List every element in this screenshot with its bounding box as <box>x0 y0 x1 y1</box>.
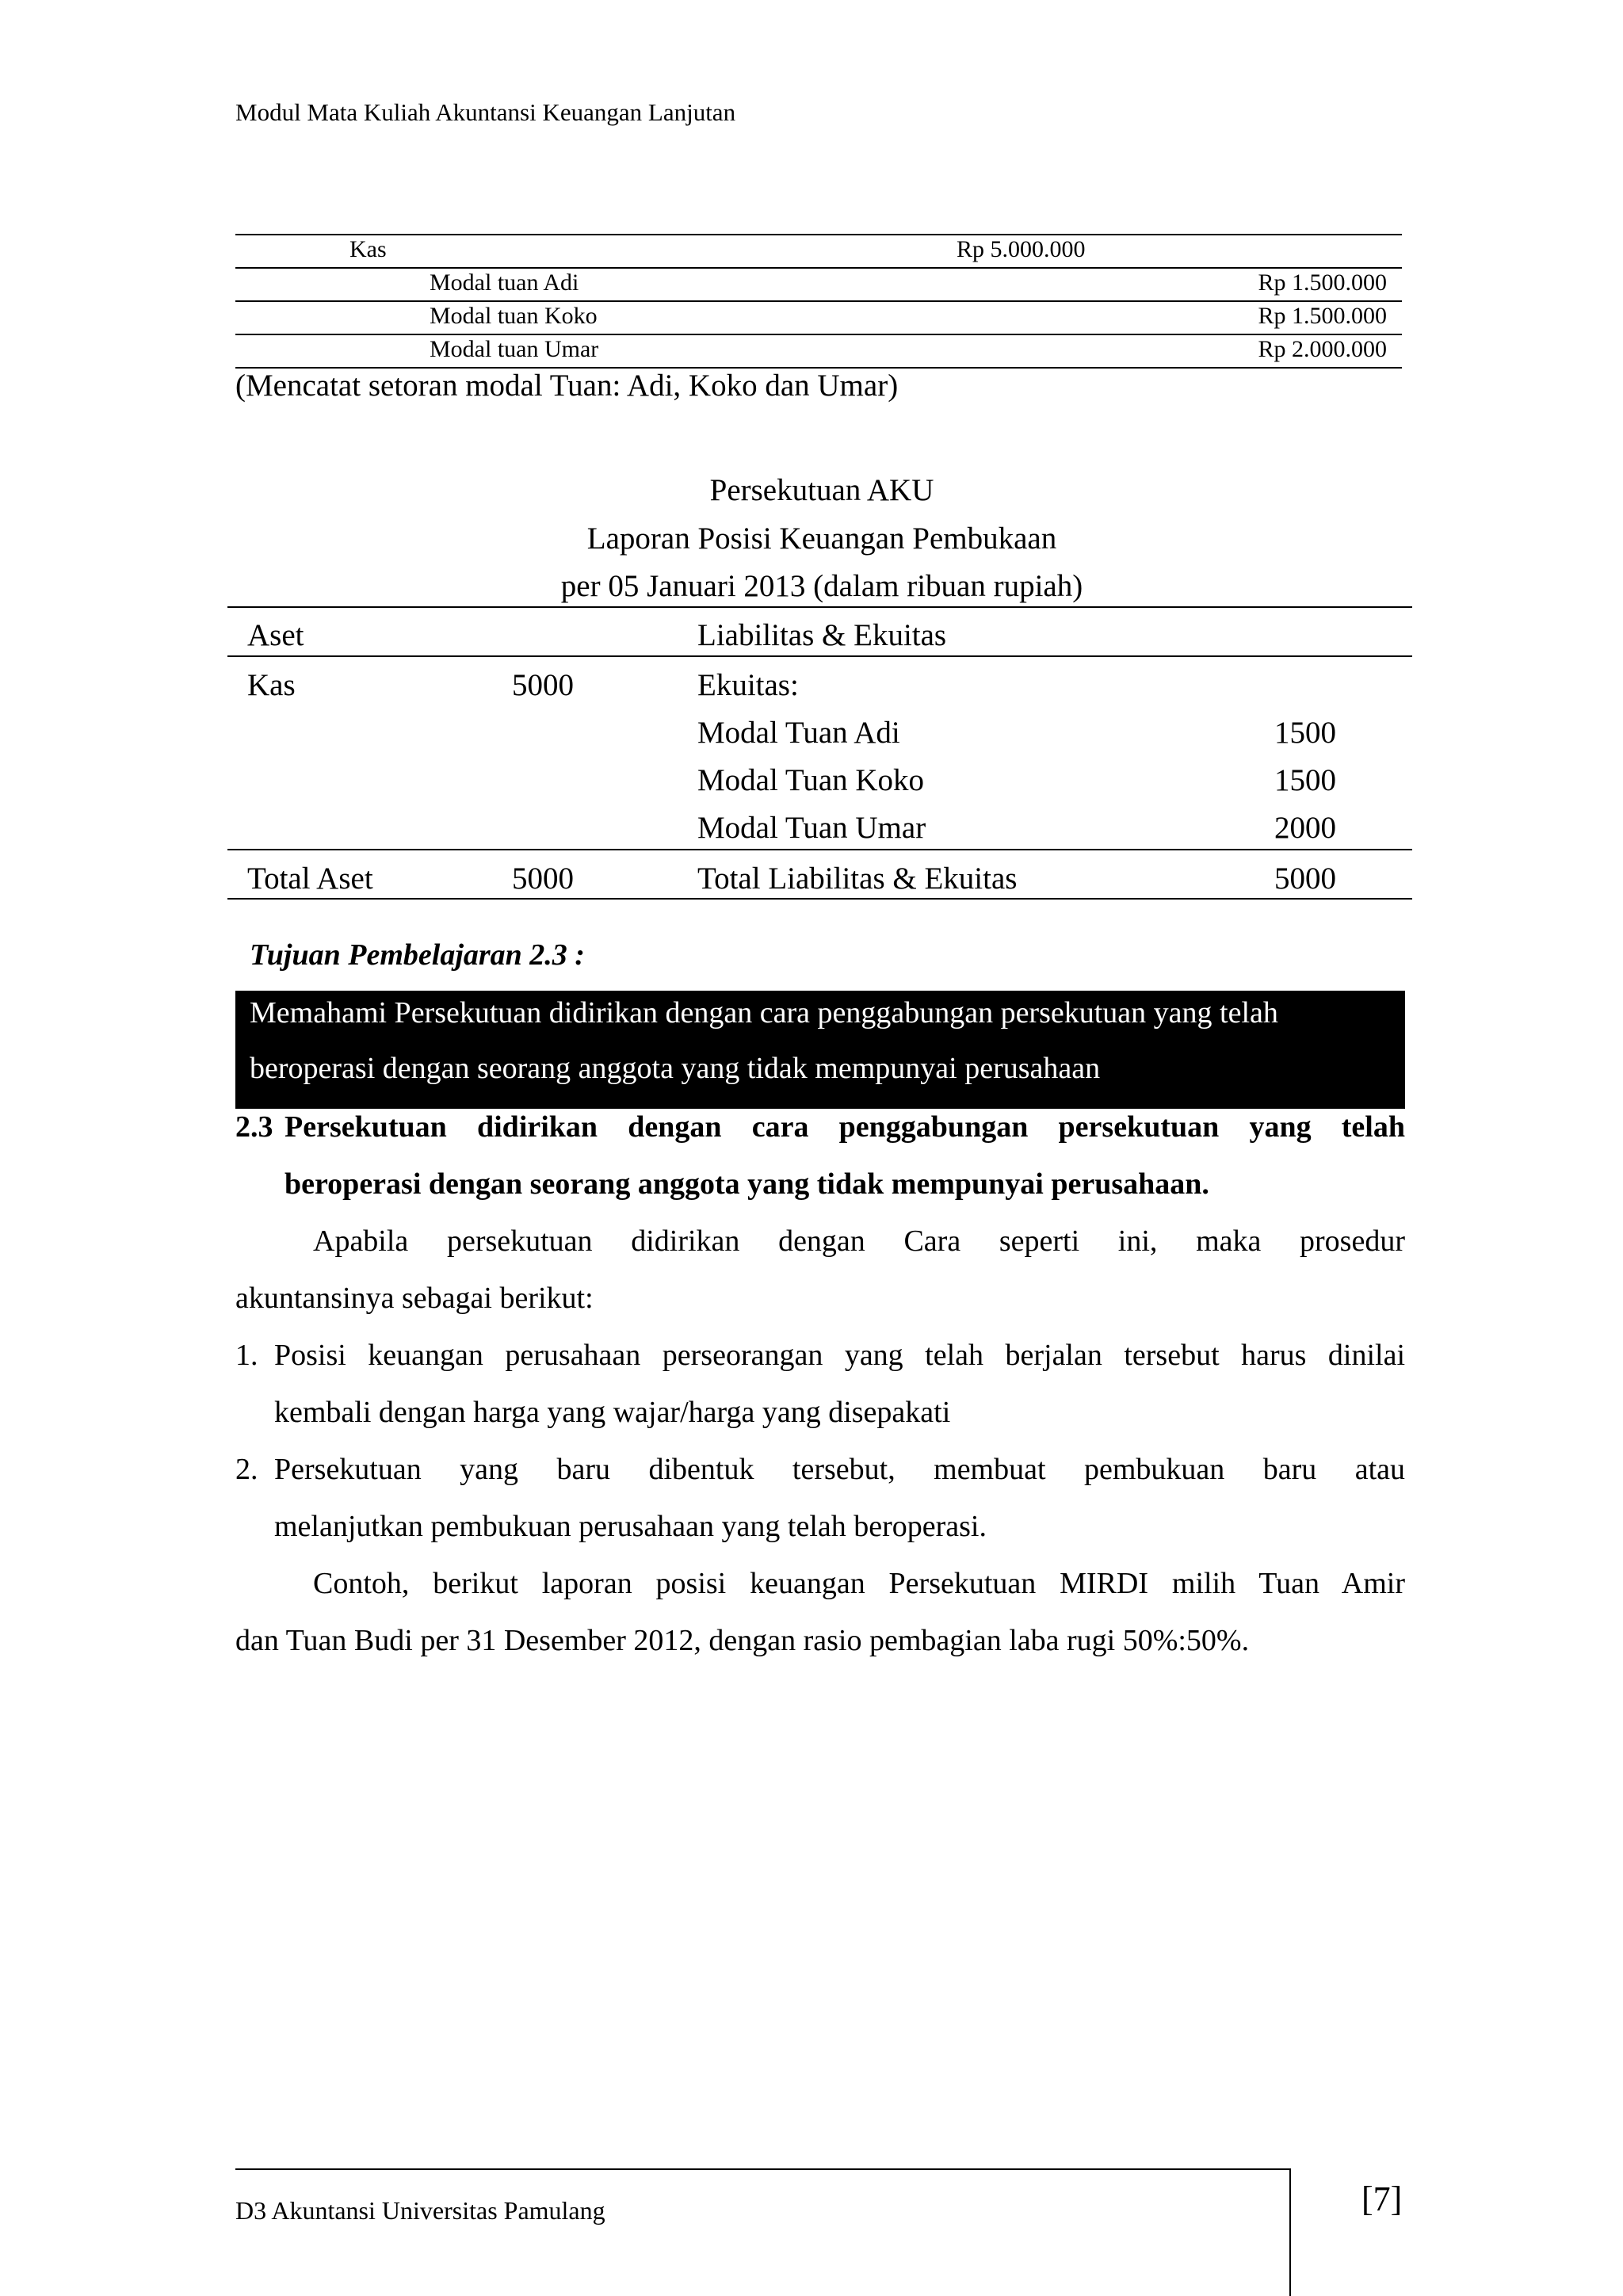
total-assets-label: Total Aset <box>247 861 373 896</box>
journal-account: Kas <box>349 236 387 262</box>
table-rule <box>227 606 1412 608</box>
equity-heading: Ekuitas: <box>697 668 799 702</box>
equity-row-label: Modal Tuan Umar <box>697 811 926 845</box>
journal-note: (Mencatat setoran modal Tuan: Adi, Koko dan Umar) <box>235 369 899 403</box>
page-number: [7] <box>1361 2179 1403 2218</box>
total-liabilities-value: 5000 <box>1274 861 1336 896</box>
balance-sheet-date: per 05 Januari 2013 (dalam ribuan rupiah) <box>560 569 1083 603</box>
list-item: Persekutuan yang baru dibentuk tersebut, membuat pembukuan baru atau <box>274 1453 1405 1486</box>
list-number: 2. <box>235 1453 258 1486</box>
footer-text: D3 Akuntansi Universitas Pamulang <box>235 2196 605 2225</box>
journal-rule <box>235 267 1402 269</box>
balance-sheet-title: Persekutuan AKU <box>709 473 934 507</box>
objective-line: Memahami Persekutuan didirikan dengan cara penggabungan persekutuan yang telah <box>250 996 1278 1030</box>
intro-paragraph: akuntansinya sebagai berikut: <box>235 1282 594 1315</box>
list-number: 1. <box>235 1339 258 1372</box>
journal-credit: Rp 2.000.000 <box>1258 336 1387 362</box>
journal-rule <box>235 300 1402 302</box>
objective-line: beroperasi dengan seorang anggota yang tidak mempunyai perusahaan <box>250 1052 1101 1085</box>
asset-label: Kas <box>247 668 296 702</box>
total-assets-value: 5000 <box>512 861 574 896</box>
list-item: Posisi keuangan perusahaan perseorangan yang telah berjalan tersebut harus dinilai <box>274 1339 1405 1372</box>
equity-row-value: 1500 <box>1274 763 1336 797</box>
journal-account: Modal tuan Adi <box>430 269 579 296</box>
col-header-assets: Aset <box>247 618 304 652</box>
table-rule <box>227 898 1412 900</box>
running-header: Modul Mata Kuliah Akuntansi Keuangan Lanjutan <box>235 98 736 126</box>
journal-credit: Rp 1.500.000 <box>1258 269 1387 296</box>
section-title-line: Persekutuan didirikan dengan cara penggabungan persekutuan yang telah <box>285 1110 1405 1144</box>
table-rule <box>227 849 1412 850</box>
equity-row-label: Modal Tuan Adi <box>697 716 900 750</box>
journal-debit: Rp 5.000.000 <box>957 236 1086 262</box>
footer-rule <box>235 2168 1291 2170</box>
equity-row-label: Modal Tuan Koko <box>697 763 925 797</box>
objective-heading: Tujuan Pembelajaran 2.3 : <box>250 938 585 972</box>
journal-credit: Rp 1.500.000 <box>1258 303 1387 329</box>
section-number: 2.3 <box>235 1110 273 1144</box>
total-liabilities-label: Total Liabilitas & Ekuitas <box>697 861 1018 896</box>
example-paragraph: Contoh, berikut laporan posisi keuangan Persekutuan MIRDI milih Tuan Amir <box>313 1567 1405 1600</box>
journal-rule <box>235 234 1402 235</box>
equity-row-value: 2000 <box>1274 811 1336 845</box>
footer-rule <box>1289 2168 1291 2296</box>
section-title-line: beroperasi dengan seorang anggota yang tidak mempunyai perusahaan. <box>285 1167 1209 1201</box>
asset-value: 5000 <box>512 668 574 702</box>
equity-row-value: 1500 <box>1274 716 1336 750</box>
balance-sheet-subtitle: Laporan Posisi Keuangan Pembukaan <box>586 521 1057 556</box>
journal-account: Modal tuan Umar <box>430 336 599 362</box>
list-item: kembali dengan harga yang wajar/harga yang disepakati <box>274 1396 951 1429</box>
journal-rule <box>235 334 1402 335</box>
intro-paragraph: Apabila persekutuan didirikan dengan Cara seperti ini, maka prosedur <box>313 1224 1405 1258</box>
example-paragraph: dan Tuan Budi per 31 Desember 2012, dengan rasio pembagian laba rugi 50%:50%. <box>235 1624 1250 1657</box>
objective-box <box>235 991 1405 1109</box>
list-item: melanjutkan pembukuan perusahaan yang telah beroperasi. <box>274 1510 987 1543</box>
journal-account: Modal tuan Koko <box>430 303 598 329</box>
col-header-liabilities: Liabilitas & Ekuitas <box>697 618 947 652</box>
table-rule <box>227 655 1412 657</box>
